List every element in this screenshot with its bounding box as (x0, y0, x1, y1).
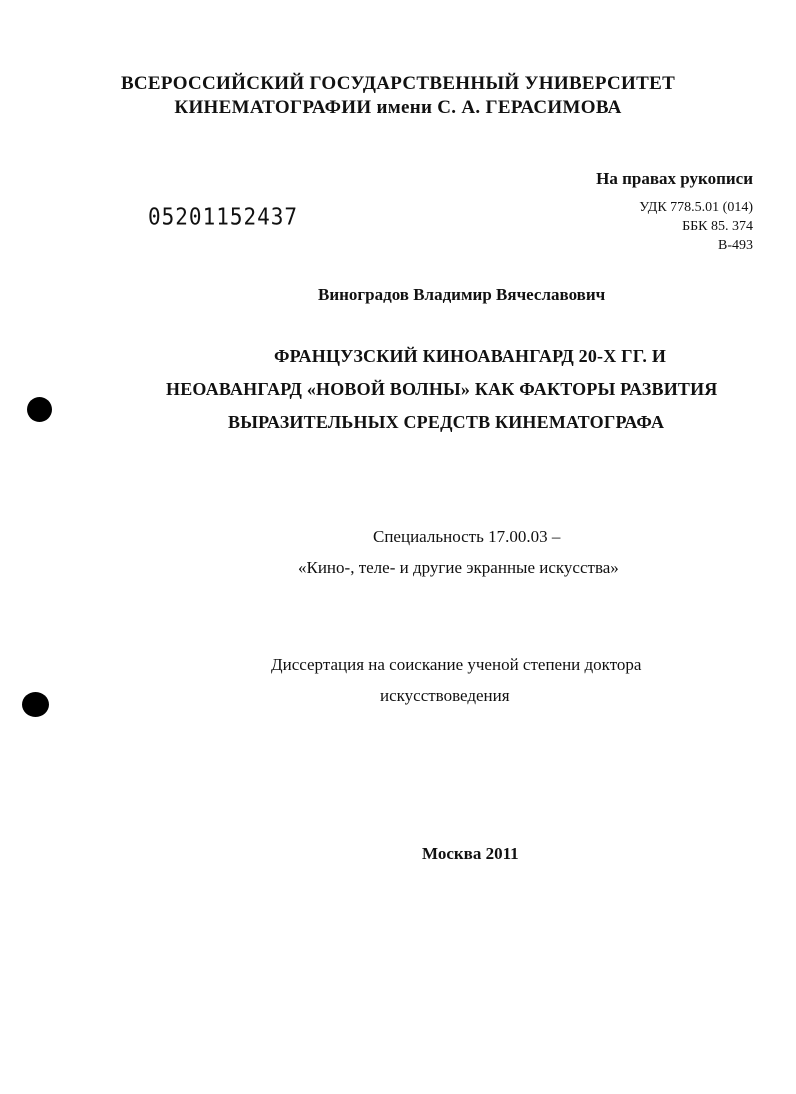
barcode-number: 05201152437 (148, 203, 299, 231)
title-line1: ФРАНЦУЗСКИЙ КИНОАВАНГАРД 20-Х ГГ. И (274, 346, 667, 366)
binder-hole-top (27, 397, 52, 422)
bbk-code: ББК 85. 374 (682, 219, 753, 234)
classification-block (639, 198, 753, 255)
place-year: Москва 2011 (422, 844, 519, 863)
title-line2: НЕОАВАНГАРД «НОВОЙ ВОЛНЫ» КАК ФАКТОРЫ РАЗВИТИЯ (166, 379, 718, 399)
dissertation-line1: Диссертация на соискание ученой степени доктора (271, 655, 642, 674)
author-name: Виноградов Владимир Вячеславович (318, 285, 606, 304)
title-line3: ВЫРАЗИТЕЛЬНЫХ СРЕДСТВ КИНЕМАТОГРАФА (228, 412, 665, 432)
dissertation-line2: искусствоведения (380, 686, 510, 705)
specialty-line2: «Кино-, теле- и другие экранные искусства» (298, 558, 619, 577)
manuscript-note: На правах рукописи (596, 169, 753, 188)
university-name-line1: ВСЕРОССИЙСКИЙ ГОСУДАРСТВЕННЫЙ УНИВЕРСИТЕТ (120, 73, 676, 94)
author-sign-code: В-493 (718, 238, 753, 253)
university-name-line2: КИНЕМАТОГРАФИИ имени С. А. ГЕРАСИМОВА (174, 97, 622, 118)
udk-code: УДК 778.5.01 (014) (639, 200, 753, 215)
specialty-line1: Специальность 17.00.03 – (373, 527, 561, 546)
binder-hole-bottom (22, 692, 49, 717)
